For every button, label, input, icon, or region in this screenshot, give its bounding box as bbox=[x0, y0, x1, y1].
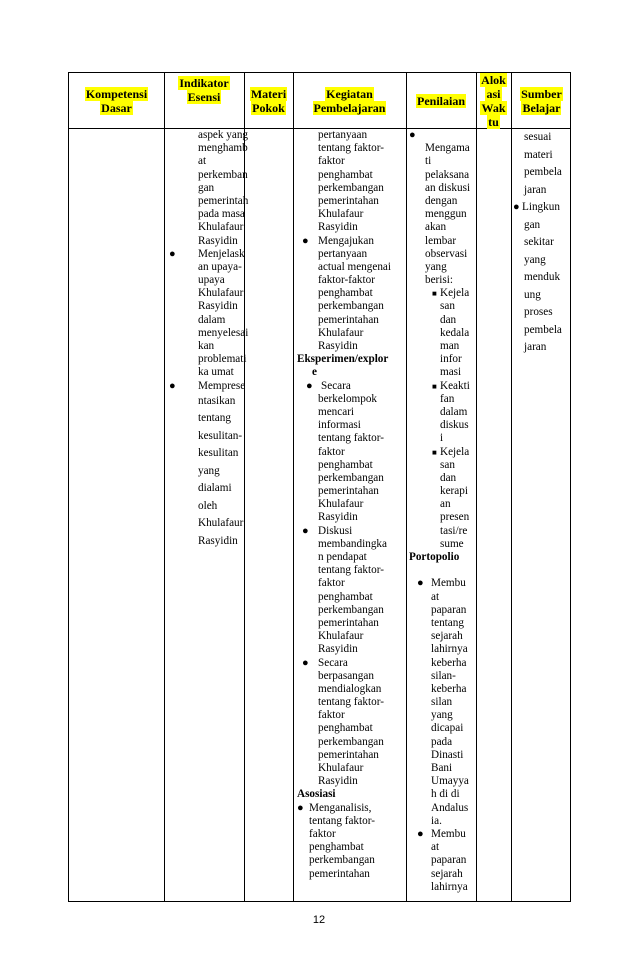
text-line: penghambat bbox=[318, 168, 373, 181]
text-line: dan bbox=[440, 471, 457, 484]
text-line: Rasyidin bbox=[198, 300, 238, 313]
text-line: at bbox=[431, 841, 440, 854]
text-line: pemerintah bbox=[198, 194, 249, 207]
text-line: penghambat bbox=[318, 722, 373, 735]
bullet-icon: ● bbox=[302, 524, 309, 537]
bullet-icon: ● bbox=[297, 801, 304, 814]
text-line: pada bbox=[431, 735, 453, 748]
text-line: san bbox=[440, 458, 455, 471]
bullet-icon: ● bbox=[417, 827, 424, 840]
penilaian-cell bbox=[406, 129, 476, 894]
text-line: silan bbox=[431, 696, 453, 709]
text-line: h di di bbox=[431, 788, 460, 801]
list-item: ● Menganalisis, bbox=[297, 801, 372, 814]
text-line: proses bbox=[524, 306, 553, 318]
list-item bbox=[406, 129, 476, 142]
square-bullet-icon: ■ bbox=[432, 381, 437, 391]
text-line: Rasyidin bbox=[198, 234, 238, 247]
text-line: Dinasti bbox=[431, 748, 464, 761]
text-line: Khulafaur bbox=[318, 326, 364, 339]
indikator-cell bbox=[164, 129, 249, 550]
text-line: perkembangan bbox=[318, 300, 384, 313]
text-line: faktor bbox=[318, 155, 345, 168]
text-line: Bani bbox=[431, 762, 453, 774]
bullet-icon: ● bbox=[409, 129, 416, 141]
text-line: berpasangan bbox=[318, 669, 374, 682]
text-line: an upaya- bbox=[198, 260, 242, 273]
text-line: yang bbox=[425, 260, 447, 273]
header-kompetensi: Kompetensi Dasar bbox=[85, 86, 148, 115]
text-line: faktor bbox=[309, 827, 336, 840]
text-line: membandingka bbox=[318, 537, 387, 550]
text-line: perkemban bbox=[198, 168, 248, 181]
text-line: dicapai bbox=[431, 722, 464, 735]
text-line: kedala bbox=[440, 326, 470, 339]
text-line: dalam bbox=[440, 405, 468, 418]
lesson-plan-table bbox=[68, 72, 571, 902]
list-item: ● Lingkun bbox=[511, 199, 572, 217]
text-line: Khulafaur bbox=[318, 630, 364, 643]
text-line: perkembangan bbox=[318, 181, 384, 194]
text-line: gan bbox=[198, 181, 215, 194]
text-line: actual mengenai bbox=[318, 260, 391, 273]
text-line: faktor bbox=[318, 709, 345, 722]
text-line: kerapi bbox=[440, 485, 468, 498]
text-line: ung bbox=[524, 288, 541, 301]
text-line: at bbox=[198, 155, 207, 168]
list-item: ● Diskusi bbox=[302, 524, 353, 537]
text-line: man bbox=[440, 340, 460, 352]
text-line: silan- bbox=[431, 669, 456, 682]
text-line: perkembangan bbox=[318, 471, 384, 484]
text-line: Khulafaur bbox=[318, 208, 364, 221]
text-line: kesulitan bbox=[198, 447, 239, 460]
text-line: tentang bbox=[198, 412, 231, 425]
text-line: tentang faktor- bbox=[318, 432, 384, 445]
text-line: san bbox=[440, 300, 455, 313]
text-line: gan bbox=[524, 218, 541, 231]
text-line: pemerintahan bbox=[318, 313, 379, 326]
text-line: presen bbox=[440, 511, 470, 524]
text-line: materi bbox=[524, 148, 553, 161]
text-line: menyelesai bbox=[198, 326, 249, 339]
text-line: keberha bbox=[431, 656, 467, 669]
bullet-icon: ● bbox=[417, 577, 424, 590]
text-line: Rasyidin bbox=[318, 221, 358, 234]
text-line: pemerintahan bbox=[318, 194, 379, 207]
text-line: pemerintahan bbox=[309, 867, 370, 880]
list-item: ■ Kejela bbox=[432, 287, 470, 300]
list-item: ● Memprese bbox=[169, 379, 246, 392]
square-bullet-icon: ■ bbox=[432, 289, 437, 299]
text-line: informasi bbox=[318, 419, 361, 432]
kegiatan-cell bbox=[293, 129, 406, 881]
text-line: pada masa bbox=[198, 208, 245, 221]
text-line: Khulafaur bbox=[198, 517, 244, 530]
text-line: berisi: bbox=[425, 274, 453, 287]
text-line: paparan bbox=[431, 854, 467, 867]
header-kegiatan: Kegiatan Pembelajaran bbox=[313, 86, 386, 115]
text-line: lembar bbox=[425, 234, 457, 247]
header-penilaian: Penilaian bbox=[416, 93, 465, 108]
bullet-icon: ● bbox=[302, 656, 309, 669]
section-heading: Portopolio bbox=[409, 551, 460, 563]
text-line: tentang bbox=[431, 616, 464, 629]
col-divider bbox=[476, 73, 477, 901]
text-line: sekitar bbox=[524, 236, 554, 248]
bullet-icon: ● bbox=[302, 234, 309, 247]
text-line: at bbox=[431, 590, 440, 603]
text-line: yang bbox=[431, 709, 453, 722]
text-line: dengan bbox=[425, 194, 458, 207]
text-line: menggun bbox=[425, 208, 467, 221]
text-line: ka umat bbox=[198, 366, 234, 379]
header-sumber: Sumber Belajar bbox=[521, 86, 562, 115]
list-item: ■ Kejela bbox=[432, 445, 470, 458]
text-line: Rasyidin bbox=[318, 340, 358, 352]
text-line: menghamb bbox=[198, 142, 248, 155]
header-alokasi: Alok asi Wak tu bbox=[481, 72, 506, 129]
text-line: i bbox=[440, 432, 444, 445]
text-line: fan bbox=[440, 392, 455, 405]
text-line: sejarah bbox=[431, 867, 463, 880]
text-line: berkelompok bbox=[318, 392, 378, 405]
text-line: yang bbox=[198, 464, 220, 477]
text-line: pemerintahan bbox=[318, 748, 379, 761]
text-line: pembela bbox=[524, 166, 562, 178]
text-line: Rasyidin bbox=[318, 511, 358, 524]
text-line: diskus bbox=[440, 419, 469, 432]
text-line: sesuai bbox=[524, 131, 552, 143]
text-line: Rasyidin bbox=[198, 534, 238, 547]
spacer-line bbox=[406, 564, 476, 577]
text-line: kan bbox=[198, 340, 215, 352]
list-item: ■ Keakti bbox=[432, 379, 470, 392]
bullet-icon: ● bbox=[169, 379, 176, 392]
text-line: oleh bbox=[198, 499, 218, 512]
text-line: pemerintahan bbox=[318, 616, 379, 629]
text-line: menduk bbox=[524, 271, 561, 283]
header-indikator: Indikator Esensi bbox=[179, 76, 229, 104]
text-line: faktor bbox=[318, 577, 345, 590]
text-line: ti bbox=[425, 155, 432, 168]
text-line: tentang faktor- bbox=[318, 696, 384, 709]
text-line: dialami bbox=[198, 482, 232, 495]
text-line: an diskusi bbox=[425, 181, 471, 194]
text-line: problemati bbox=[198, 353, 247, 366]
text-line: lahirnya bbox=[431, 643, 468, 656]
list-item: ● Membu bbox=[417, 577, 466, 590]
text-line: perkembangan bbox=[309, 854, 375, 867]
text-line: pemerintahan bbox=[318, 485, 379, 498]
text-line: tentang faktor- bbox=[318, 564, 384, 577]
square-bullet-icon: ■ bbox=[432, 447, 437, 457]
text-line: penghambat bbox=[318, 287, 373, 300]
text-line: jaran bbox=[524, 341, 547, 353]
text-line: mencari bbox=[318, 405, 355, 418]
text-line: an bbox=[440, 498, 451, 511]
text-line: sejarah bbox=[431, 630, 463, 643]
text-line: Khulafaur bbox=[318, 498, 364, 511]
list-item: ● Secara bbox=[306, 379, 351, 392]
text-line: Khulafaur bbox=[318, 762, 364, 774]
text-line: pertanyaan bbox=[318, 247, 368, 260]
section-heading: Eksperimen/explor bbox=[297, 353, 389, 366]
text-line: paparan bbox=[431, 603, 467, 616]
page-number: 12 bbox=[312, 914, 326, 926]
text-line: infor bbox=[440, 353, 462, 366]
bullet-icon: ● bbox=[306, 379, 313, 392]
text-line: Khulafaur bbox=[198, 287, 244, 300]
text-line: perkembangan bbox=[318, 735, 384, 748]
text-line: faktor-faktor bbox=[318, 274, 375, 287]
text-line: Khulafaur bbox=[198, 221, 244, 234]
text-line: ntasikan bbox=[198, 394, 236, 407]
text-line: tentang faktor- bbox=[318, 142, 384, 155]
list-item: ● Membu bbox=[417, 827, 466, 840]
text-line: dan bbox=[440, 313, 457, 326]
list-item: ● Secara bbox=[302, 656, 348, 669]
text-line: Mengama bbox=[425, 142, 470, 155]
text-line: lahirnya bbox=[431, 880, 468, 893]
text-line: pertanyaan bbox=[318, 129, 368, 141]
text-line: Andalus bbox=[431, 801, 469, 814]
text-line: pelaksana bbox=[425, 168, 470, 181]
text-line: dalam bbox=[198, 313, 226, 326]
text-line: yang bbox=[524, 253, 546, 266]
text-line: keberha bbox=[431, 682, 467, 695]
text-line: akan bbox=[425, 221, 447, 234]
text-line: sume bbox=[440, 537, 464, 550]
text-line: kesulitan- bbox=[198, 429, 243, 442]
text-line: upaya bbox=[198, 274, 225, 287]
text-line: pembela bbox=[524, 323, 562, 336]
text-line: penghambat bbox=[318, 590, 373, 603]
sumber-cell bbox=[511, 129, 572, 357]
text-line: penghambat bbox=[309, 841, 364, 854]
header-materi: Materi Pokok bbox=[250, 86, 287, 115]
text-line: n pendapat bbox=[318, 551, 367, 563]
text-line: perkembangan bbox=[318, 603, 384, 616]
text-line: faktor bbox=[318, 445, 345, 458]
text-line: jaran bbox=[524, 183, 547, 196]
text-line: Rasyidin bbox=[318, 643, 358, 656]
list-item: ● Mengajukan bbox=[302, 234, 374, 247]
bullet-icon: ● bbox=[169, 247, 176, 260]
text-line: mendialogkan bbox=[318, 682, 382, 695]
text-line: penghambat bbox=[318, 458, 373, 471]
text-line: aspek yang bbox=[198, 129, 249, 141]
section-heading: e bbox=[312, 366, 317, 379]
text-line: ia. bbox=[431, 814, 442, 827]
text-line: masi bbox=[440, 366, 462, 379]
text-line: Umayya bbox=[431, 775, 469, 788]
text-line: Rasyidin bbox=[318, 775, 358, 788]
text-line: tentang faktor- bbox=[309, 814, 375, 827]
list-item: ● Menjelask bbox=[169, 247, 245, 260]
bullet-icon: ● bbox=[513, 201, 520, 213]
section-heading: Asosiasi bbox=[297, 788, 336, 801]
text-line: observasi bbox=[425, 247, 468, 260]
text-line: tasi/re bbox=[440, 524, 468, 537]
